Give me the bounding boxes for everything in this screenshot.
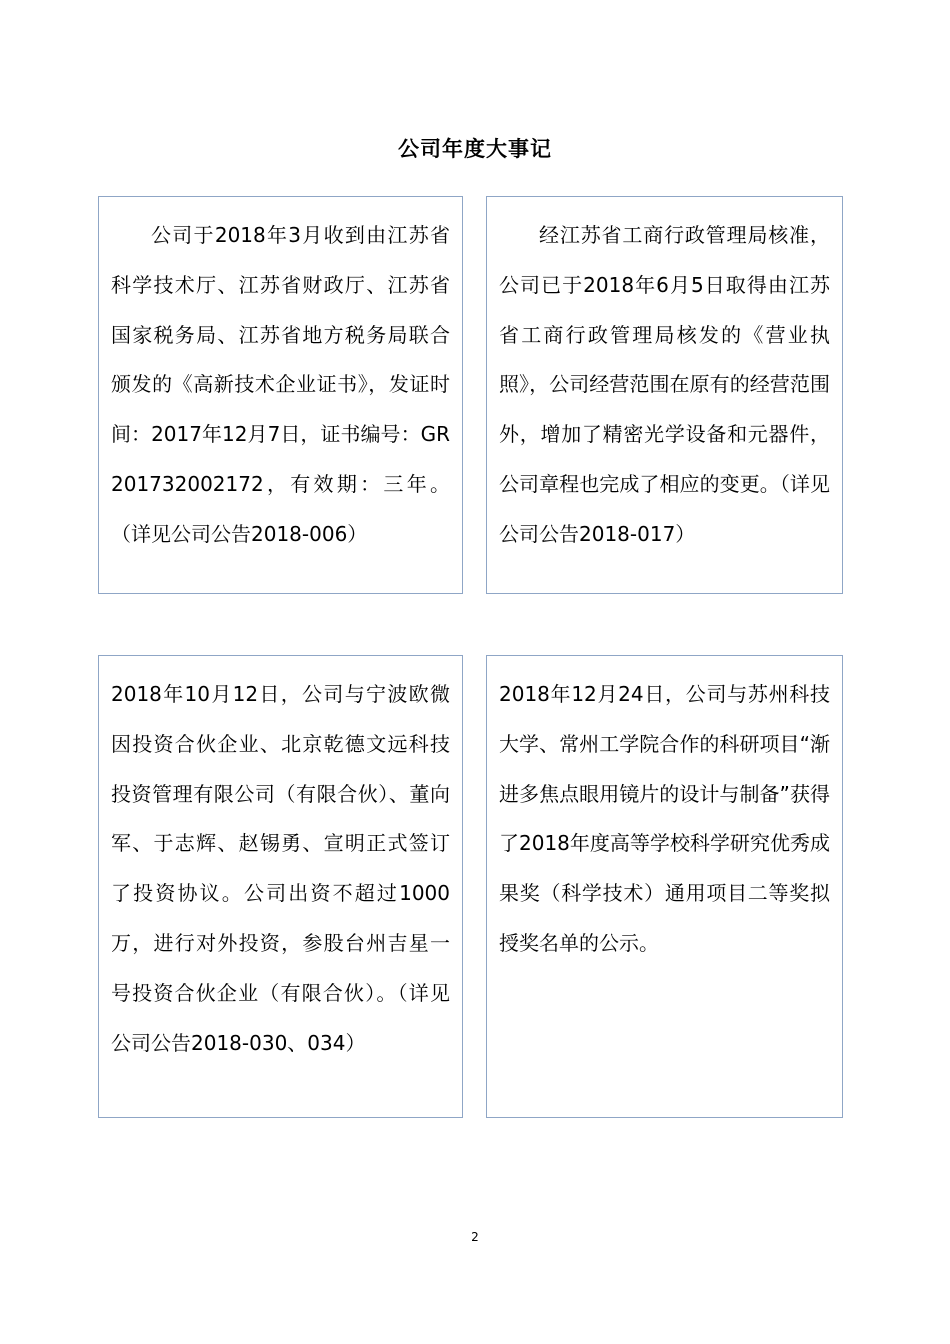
event-text: 2018年12月24日，公司与苏州科技大学、常州工学院合作的科研项目“渐进多焦点眼用镜片的设计与制备”获得了2018年度高等学校科学研究优秀成果奖（科学技术）通用项目二等奖拟授奖名单的公示。 [499,682,830,955]
event-box-investment-agreement [98,655,463,1118]
page-title: 公司年度大事记 [398,137,552,161]
event-box-business-license [486,196,843,594]
event-text: 2018年10月12日，公司与宁波欧微因投资合伙企业、北京乾德文远科技投资管理有限公司（有限合伙）、董向军、于志辉、赵锡勇、宣明正式签订了投资协议。公司出资不超过1000万，进行对外投资，参股台州吉星一号投资合伙企业（有限合伙）。（详见公司公告2018-030、034） [111,682,450,1055]
event-box-high-tech-certificate [98,196,463,594]
event-text: 经江苏省工商行政管理局核准，公司已于2018年6月5日取得由江苏省工商行政管理局核发的《营业执照》，公司经营范围在原有的经营范围外，增加了精密光学设备和元器件，公司章程也完成了相应的变更。（详见公司公告2018-017） [499,223,830,546]
event-text: 公司于2018年3月收到由江苏省科学技术厅、江苏省财政厅、江苏省国家税务局、江苏省地方税务局联合颁发的《高新技术企业证书》，发证时间：2017年12月7日，证书编号：GR201732002172，有效期：三年。（详见公司公告2018-006） [111,223,450,546]
page-number: 2 [471,1230,479,1244]
event-box-research-award [486,655,843,1118]
